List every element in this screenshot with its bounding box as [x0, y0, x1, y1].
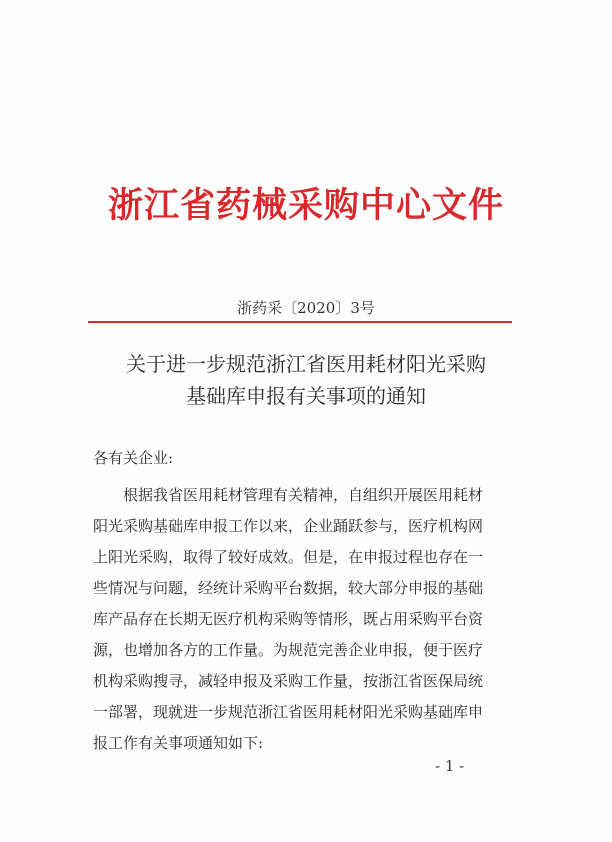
body-line-5: 库产品存在长期无医疗机构采购等情形，既占用采购平台资 [93, 610, 484, 628]
body-line-3: 上阳光采购，取得了较好成效。但是，在申报过程也存在一 [93, 548, 484, 566]
body-line-8: 一部署，现就进一步规范浙江省医用耗材阳光采购基础库申 [93, 703, 484, 721]
red-divider-line [88, 321, 512, 323]
document-number: 浙药采〔2020〕3号 [237, 299, 375, 317]
page-number: - 1 - [435, 757, 465, 775]
body-line-9: 报工作有关事项通知如下: [93, 734, 264, 752]
notice-title-line-1: 关于进一步规范浙江省医用耗材阳光采购 [126, 352, 486, 376]
body-line-7: 机构采购搜寻，减轻申报及采购工作量，按浙江省医保局统 [93, 672, 484, 690]
body-line-1: 根据我省医用耗材管理有关精神，自组织开展医用耗材 [123, 486, 484, 504]
body-line-6: 源，也增加各方的工作量。为规范完善企业申报，便于医疗 [93, 641, 484, 659]
letterhead-title: 浙江省药械采购中心文件 [107, 185, 504, 226]
salutation: 各有关企业: [93, 449, 174, 467]
body-line-4: 些情况与问题，经统计采购平台数据，较大部分申报的基础 [93, 579, 484, 597]
body-paragraph [93, 480, 513, 759]
notice-title [0, 348, 612, 412]
notice-title-line-2: 基础库申报有关事项的通知 [186, 384, 426, 408]
body-line-2: 阳光采购基础库申报工作以来，企业踊跃参与，医疗机构网 [93, 517, 484, 535]
